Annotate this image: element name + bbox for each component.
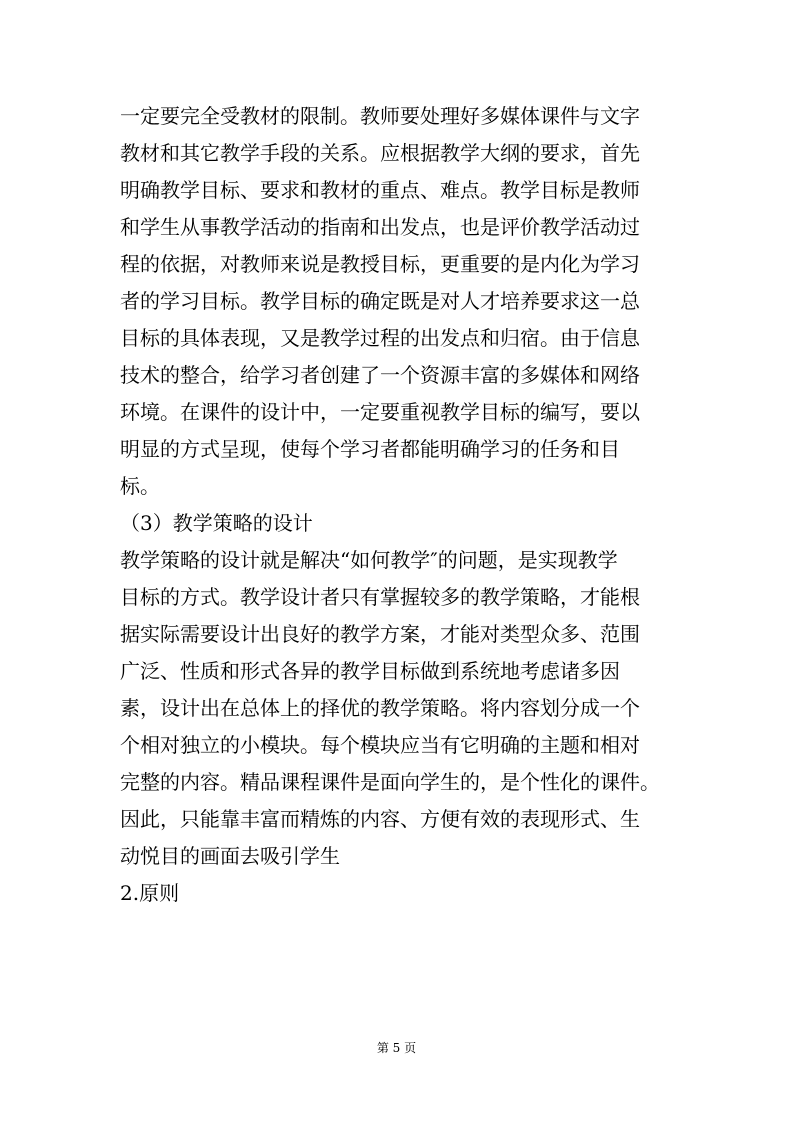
text-line: 因此，只能靠丰富而精炼的内容、方便有效的表现形式、生 xyxy=(120,807,640,831)
section-heading: 2.原则 xyxy=(120,881,180,905)
text-line: 明显的方式呈现，使每个学习者都能明确学习的任务和目 xyxy=(120,437,620,461)
text-line: 完整的内容。精品课程课件是面向学生的，是个性化的课件。 xyxy=(120,770,660,794)
page-number: 第 5 页 xyxy=(376,1041,417,1055)
text-line: 个相对独立的小模块。每个模块应当有它明确的主题和相对 xyxy=(120,733,640,757)
text-line: 技术的整合，给学习者创建了一个资源丰富的多媒体和网络 xyxy=(120,363,640,387)
body-text xyxy=(120,98,680,912)
text-line: 广泛、性质和形式各异的教学目标做到系统地考虑诸多因 xyxy=(120,659,620,683)
text-line: 程的依据，对教师来说是教授目标，更重要的是内化为学习 xyxy=(120,252,640,276)
text-line: 环境。在课件的设计中，一定要重视教学目标的编写，要以 xyxy=(120,400,640,424)
text-line: 据实际需要设计出良好的教学方案，才能对类型众多、范围 xyxy=(120,622,640,646)
text-line: 教材和其它教学手段的关系。应根据教学大纲的要求，首先 xyxy=(120,141,640,165)
text-line: 动悦目的画面去吸引学生 xyxy=(120,844,340,868)
section-heading: （3）教学策略的设计 xyxy=(120,511,313,535)
text-line: 明确教学目标、要求和教材的重点、难点。教学目标是教师 xyxy=(120,178,640,202)
text-line: 一定要完全受教材的限制。教师要处理好多媒体课件与文字 xyxy=(120,104,640,128)
text-line: 素，设计出在总体上的择优的教学策略。将内容划分成一个 xyxy=(120,696,640,720)
text-line: 和学生从事教学活动的指南和出发点，也是评价教学活动过 xyxy=(120,215,640,239)
text-line: 标。 xyxy=(120,474,160,498)
text-line: 教学策略的设计就是解决“如何教学″的问题，是实现教学 xyxy=(120,548,618,572)
text-line: 目标的方式。教学设计者只有掌握较多的教学策略，才能根 xyxy=(120,585,640,609)
text-line: 者的学习目标。教学目标的确定既是对人才培养要求这一总 xyxy=(120,289,640,313)
text-line: 目标的具体表现，又是教学过程的出发点和归宿。由于信息 xyxy=(120,326,640,350)
